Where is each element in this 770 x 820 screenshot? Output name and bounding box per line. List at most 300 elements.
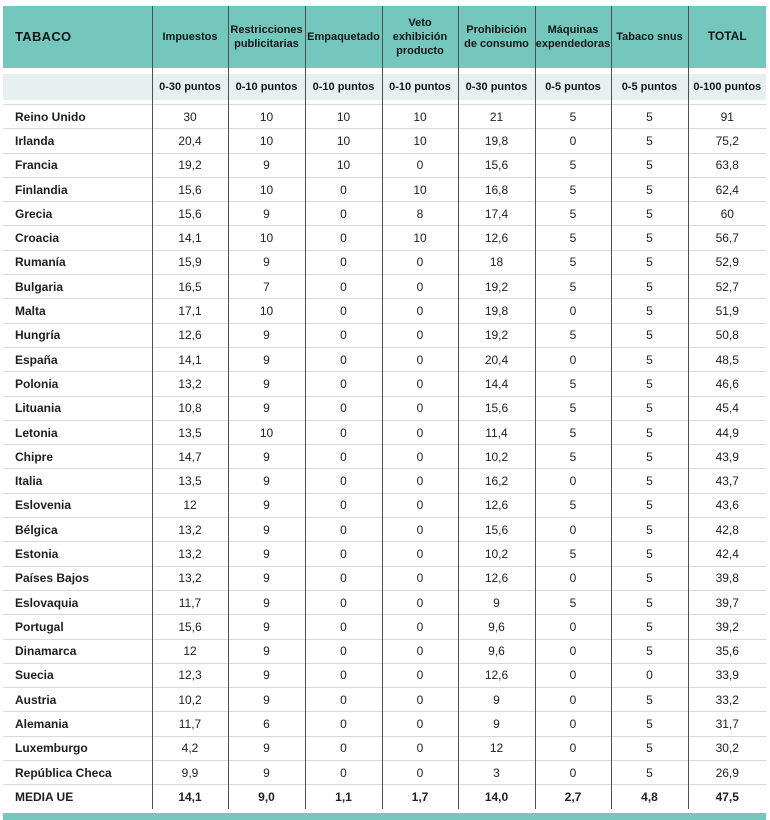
points-range-cell: 0-10 puntos xyxy=(228,74,305,100)
value-cell: 0 xyxy=(382,639,458,663)
value-cell: 0 xyxy=(382,712,458,736)
table-row xyxy=(3,469,766,493)
value-cell: 43,6 xyxy=(688,493,766,517)
value-cell: 0 xyxy=(382,153,458,177)
value-cell: 0 xyxy=(305,761,382,785)
value-cell: 9 xyxy=(228,590,305,614)
value-cell: 0 xyxy=(305,372,382,396)
value-cell: 5 xyxy=(611,542,688,566)
table-title: TABACO xyxy=(3,6,152,68)
value-cell: 5 xyxy=(611,688,688,712)
table-row xyxy=(3,129,766,153)
table-row xyxy=(3,275,766,299)
value-cell: 35,6 xyxy=(688,639,766,663)
value-cell: 91 xyxy=(688,105,766,129)
value-cell: 5 xyxy=(535,445,611,469)
table-body xyxy=(3,105,766,809)
value-cell: 5 xyxy=(535,590,611,614)
value-cell: 9 xyxy=(228,639,305,663)
value-cell: 15,6 xyxy=(458,153,535,177)
value-cell: 0 xyxy=(535,712,611,736)
value-cell: 0 xyxy=(305,445,382,469)
value-cell: 4,2 xyxy=(152,736,228,760)
value-cell: 0 xyxy=(382,663,458,687)
value-cell: 0 xyxy=(305,615,382,639)
country-cell: Países Bajos xyxy=(3,566,152,590)
value-cell: 9 xyxy=(228,250,305,274)
column-header: Impuestos xyxy=(152,6,228,68)
country-cell: Dinamarca xyxy=(3,639,152,663)
value-cell: 10,2 xyxy=(458,445,535,469)
value-cell: 16,5 xyxy=(152,275,228,299)
value-cell: 5 xyxy=(535,105,611,129)
table-row xyxy=(3,226,766,250)
points-range-cell: 0-10 puntos xyxy=(305,74,382,100)
value-cell: 9 xyxy=(228,347,305,371)
footer-row xyxy=(3,785,766,809)
column-header: Veto exhibición producto xyxy=(382,6,458,68)
value-cell: 15,6 xyxy=(458,518,535,542)
value-cell: 21 xyxy=(458,105,535,129)
value-cell: 0 xyxy=(305,323,382,347)
value-cell: 0 xyxy=(382,299,458,323)
value-cell: 5 xyxy=(535,493,611,517)
points-range-cell: 0-30 puntos xyxy=(152,74,228,100)
value-cell: 0 xyxy=(382,323,458,347)
value-cell: 5 xyxy=(611,129,688,153)
value-cell: 10 xyxy=(228,226,305,250)
table-row xyxy=(3,202,766,226)
value-cell: 0 xyxy=(535,615,611,639)
value-cell: 10 xyxy=(305,105,382,129)
value-cell: 15,6 xyxy=(152,615,228,639)
value-cell: 0 xyxy=(305,396,382,420)
value-cell: 9 xyxy=(228,323,305,347)
points-range-cell: 0-5 puntos xyxy=(611,74,688,100)
value-cell: 5 xyxy=(535,396,611,420)
table-row xyxy=(3,736,766,760)
value-cell: 15,6 xyxy=(152,177,228,201)
value-cell: 5 xyxy=(611,493,688,517)
table-row xyxy=(3,323,766,347)
value-cell: 0 xyxy=(382,518,458,542)
table-row xyxy=(3,663,766,687)
table-row xyxy=(3,615,766,639)
table-row xyxy=(3,639,766,663)
value-cell: 5 xyxy=(611,250,688,274)
column-header: Restricciones publicitarias xyxy=(228,6,305,68)
value-cell: 5 xyxy=(611,323,688,347)
value-cell: 52,9 xyxy=(688,250,766,274)
value-cell: 0 xyxy=(305,250,382,274)
value-cell: 5 xyxy=(535,420,611,444)
value-cell: 5 xyxy=(611,372,688,396)
value-cell: 12 xyxy=(152,639,228,663)
table-row xyxy=(3,396,766,420)
value-cell: 5 xyxy=(611,202,688,226)
value-cell: 10 xyxy=(305,153,382,177)
value-cell: 5 xyxy=(611,761,688,785)
value-cell: 9 xyxy=(458,688,535,712)
value-cell: 5 xyxy=(611,299,688,323)
value-cell: 0 xyxy=(611,663,688,687)
value-cell: 5 xyxy=(611,615,688,639)
value-cell: 0 xyxy=(305,420,382,444)
points-range-cell: 0-100 puntos xyxy=(688,74,766,100)
value-cell: 30 xyxy=(152,105,228,129)
value-cell: 42,4 xyxy=(688,542,766,566)
value-cell: 10,2 xyxy=(458,542,535,566)
value-cell: 0 xyxy=(305,469,382,493)
country-cell: Eslovaquia xyxy=(3,590,152,614)
footer-value-cell: 1,1 xyxy=(305,785,382,809)
country-cell: Rumanía xyxy=(3,250,152,274)
value-cell: 9 xyxy=(458,590,535,614)
value-cell: 0 xyxy=(305,275,382,299)
value-cell: 0 xyxy=(305,688,382,712)
value-cell: 17,4 xyxy=(458,202,535,226)
country-cell: República Checa xyxy=(3,761,152,785)
table-row xyxy=(3,250,766,274)
column-header: TOTAL xyxy=(688,6,766,68)
value-cell: 0 xyxy=(535,347,611,371)
bottom-teal-bar xyxy=(3,813,766,820)
value-cell: 13,2 xyxy=(152,542,228,566)
column-header: Tabaco snus xyxy=(611,6,688,68)
value-cell: 5 xyxy=(535,275,611,299)
value-cell: 12,3 xyxy=(152,663,228,687)
value-cell: 9 xyxy=(228,153,305,177)
value-cell: 10,2 xyxy=(152,688,228,712)
country-cell: España xyxy=(3,347,152,371)
country-cell: Luxemburgo xyxy=(3,736,152,760)
value-cell: 10 xyxy=(305,129,382,153)
points-range-cell: 0-30 puntos xyxy=(458,74,535,100)
country-cell: Bélgica xyxy=(3,518,152,542)
table-row xyxy=(3,761,766,785)
value-cell: 50,8 xyxy=(688,323,766,347)
value-cell: 33,9 xyxy=(688,663,766,687)
value-cell: 5 xyxy=(611,347,688,371)
value-cell: 11,7 xyxy=(152,590,228,614)
value-cell: 5 xyxy=(535,372,611,396)
value-cell: 9 xyxy=(228,445,305,469)
value-cell: 15,9 xyxy=(152,250,228,274)
table-row xyxy=(3,518,766,542)
value-cell: 5 xyxy=(535,153,611,177)
country-cell: Irlanda xyxy=(3,129,152,153)
value-cell: 39,8 xyxy=(688,566,766,590)
value-cell: 60 xyxy=(688,202,766,226)
value-cell: 0 xyxy=(305,639,382,663)
value-cell: 20,4 xyxy=(458,347,535,371)
value-cell: 13,5 xyxy=(152,420,228,444)
table-row xyxy=(3,445,766,469)
value-cell: 16,8 xyxy=(458,177,535,201)
value-cell: 9 xyxy=(228,566,305,590)
points-range-row xyxy=(3,74,766,100)
value-cell: 10 xyxy=(228,129,305,153)
table-row xyxy=(3,542,766,566)
value-cell: 10 xyxy=(228,299,305,323)
value-cell: 13,2 xyxy=(152,518,228,542)
table-row xyxy=(3,420,766,444)
value-cell: 31,7 xyxy=(688,712,766,736)
value-cell: 12,6 xyxy=(458,663,535,687)
value-cell: 5 xyxy=(611,420,688,444)
value-cell: 0 xyxy=(305,590,382,614)
country-cell: Lituania xyxy=(3,396,152,420)
country-cell: Suecia xyxy=(3,663,152,687)
country-cell: Finlandia xyxy=(3,177,152,201)
value-cell: 0 xyxy=(382,275,458,299)
value-cell: 18 xyxy=(458,250,535,274)
value-cell: 0 xyxy=(382,615,458,639)
value-cell: 5 xyxy=(535,250,611,274)
value-cell: 12,6 xyxy=(152,323,228,347)
value-cell: 9,9 xyxy=(152,761,228,785)
value-cell: 5 xyxy=(535,542,611,566)
country-cell: Malta xyxy=(3,299,152,323)
value-cell: 9 xyxy=(228,202,305,226)
value-cell: 9 xyxy=(228,396,305,420)
country-cell: Portugal xyxy=(3,615,152,639)
value-cell: 9 xyxy=(228,663,305,687)
value-cell: 12,6 xyxy=(458,566,535,590)
table-row xyxy=(3,299,766,323)
value-cell: 5 xyxy=(535,177,611,201)
value-cell: 39,7 xyxy=(688,590,766,614)
value-cell: 10,8 xyxy=(152,396,228,420)
table-row xyxy=(3,590,766,614)
value-cell: 0 xyxy=(382,469,458,493)
footer-value-cell: 14,1 xyxy=(152,785,228,809)
value-cell: 5 xyxy=(611,275,688,299)
value-cell: 0 xyxy=(305,736,382,760)
value-cell: 0 xyxy=(305,202,382,226)
value-cell: 5 xyxy=(535,202,611,226)
value-cell: 10 xyxy=(228,105,305,129)
country-cell: Chipre xyxy=(3,445,152,469)
value-cell: 14,7 xyxy=(152,445,228,469)
value-cell: 0 xyxy=(382,590,458,614)
value-cell: 0 xyxy=(535,639,611,663)
value-cell: 15,6 xyxy=(152,202,228,226)
value-cell: 5 xyxy=(535,226,611,250)
footer-value-cell: 9,0 xyxy=(228,785,305,809)
value-cell: 5 xyxy=(611,153,688,177)
country-cell: Alemania xyxy=(3,712,152,736)
value-cell: 9,6 xyxy=(458,615,535,639)
value-cell: 0 xyxy=(535,663,611,687)
value-cell: 5 xyxy=(611,226,688,250)
value-cell: 10 xyxy=(382,177,458,201)
value-cell: 12 xyxy=(152,493,228,517)
value-cell: 0 xyxy=(535,566,611,590)
value-cell: 12,6 xyxy=(458,226,535,250)
value-cell: 5 xyxy=(611,105,688,129)
country-cell: Letonia xyxy=(3,420,152,444)
value-cell: 5 xyxy=(611,590,688,614)
subheader-empty-cell xyxy=(3,74,152,100)
table-row xyxy=(3,493,766,517)
value-cell: 42,8 xyxy=(688,518,766,542)
value-cell: 0 xyxy=(382,250,458,274)
value-cell: 9 xyxy=(228,493,305,517)
tobacco-score-table xyxy=(3,6,766,809)
value-cell: 0 xyxy=(382,688,458,712)
points-range-cell: 0-5 puntos xyxy=(535,74,611,100)
value-cell: 0 xyxy=(305,299,382,323)
value-cell: 6 xyxy=(228,712,305,736)
value-cell: 12,6 xyxy=(458,493,535,517)
value-cell: 0 xyxy=(382,761,458,785)
footer-value-cell: 47,5 xyxy=(688,785,766,809)
header-row xyxy=(3,6,766,68)
column-header: Empaquetado xyxy=(305,6,382,68)
value-cell: 5 xyxy=(611,396,688,420)
value-cell: 0 xyxy=(382,347,458,371)
value-cell: 0 xyxy=(305,177,382,201)
country-cell: Francia xyxy=(3,153,152,177)
value-cell: 0 xyxy=(305,663,382,687)
value-cell: 7 xyxy=(228,275,305,299)
value-cell: 16,2 xyxy=(458,469,535,493)
value-cell: 5 xyxy=(611,518,688,542)
value-cell: 33,2 xyxy=(688,688,766,712)
value-cell: 15,6 xyxy=(458,396,535,420)
value-cell: 45,4 xyxy=(688,396,766,420)
value-cell: 13,2 xyxy=(152,566,228,590)
value-cell: 0 xyxy=(305,226,382,250)
value-cell: 0 xyxy=(382,493,458,517)
table-row xyxy=(3,712,766,736)
country-cell: Austria xyxy=(3,688,152,712)
value-cell: 0 xyxy=(535,518,611,542)
value-cell: 43,9 xyxy=(688,445,766,469)
table-row xyxy=(3,347,766,371)
value-cell: 10 xyxy=(228,177,305,201)
value-cell: 75,2 xyxy=(688,129,766,153)
value-cell: 19,2 xyxy=(458,323,535,347)
value-cell: 10 xyxy=(382,105,458,129)
value-cell: 10 xyxy=(382,226,458,250)
value-cell: 0 xyxy=(305,566,382,590)
value-cell: 9 xyxy=(228,372,305,396)
country-cell: Eslovenia xyxy=(3,493,152,517)
value-cell: 5 xyxy=(611,566,688,590)
value-cell: 52,7 xyxy=(688,275,766,299)
value-cell: 19,2 xyxy=(152,153,228,177)
value-cell: 0 xyxy=(535,469,611,493)
value-cell: 44,9 xyxy=(688,420,766,444)
value-cell: 30,2 xyxy=(688,736,766,760)
value-cell: 9 xyxy=(228,736,305,760)
value-cell: 10 xyxy=(382,129,458,153)
country-cell: Hungría xyxy=(3,323,152,347)
value-cell: 0 xyxy=(535,736,611,760)
value-cell: 3 xyxy=(458,761,535,785)
table-row xyxy=(3,177,766,201)
value-cell: 0 xyxy=(535,299,611,323)
value-cell: 63,8 xyxy=(688,153,766,177)
value-cell: 0 xyxy=(535,129,611,153)
value-cell: 11,7 xyxy=(152,712,228,736)
value-cell: 20,4 xyxy=(152,129,228,153)
country-cell: Croacia xyxy=(3,226,152,250)
value-cell: 51,9 xyxy=(688,299,766,323)
value-cell: 26,9 xyxy=(688,761,766,785)
value-cell: 39,2 xyxy=(688,615,766,639)
value-cell: 9 xyxy=(228,688,305,712)
value-cell: 0 xyxy=(382,542,458,566)
footer-value-cell: 1,7 xyxy=(382,785,458,809)
value-cell: 19,8 xyxy=(458,129,535,153)
country-cell: Bulgaria xyxy=(3,275,152,299)
value-cell: 10 xyxy=(228,420,305,444)
value-cell: 5 xyxy=(611,639,688,663)
value-cell: 62,4 xyxy=(688,177,766,201)
value-cell: 5 xyxy=(611,445,688,469)
value-cell: 14,1 xyxy=(152,347,228,371)
value-cell: 5 xyxy=(611,736,688,760)
value-cell: 13,5 xyxy=(152,469,228,493)
footer-value-cell: 2,7 xyxy=(535,785,611,809)
table-row xyxy=(3,688,766,712)
value-cell: 9 xyxy=(228,615,305,639)
table-row xyxy=(3,372,766,396)
value-cell: 5 xyxy=(611,712,688,736)
footer-value-cell: 14,0 xyxy=(458,785,535,809)
value-cell: 46,6 xyxy=(688,372,766,396)
value-cell: 11,4 xyxy=(458,420,535,444)
footer-value-cell: 4,8 xyxy=(611,785,688,809)
value-cell: 5 xyxy=(611,177,688,201)
value-cell: 14,1 xyxy=(152,226,228,250)
value-cell: 5 xyxy=(611,469,688,493)
table-row xyxy=(3,566,766,590)
country-cell: Italia xyxy=(3,469,152,493)
value-cell: 43,7 xyxy=(688,469,766,493)
value-cell: 9 xyxy=(458,712,535,736)
value-cell: 19,2 xyxy=(458,275,535,299)
value-cell: 9,6 xyxy=(458,639,535,663)
value-cell: 9 xyxy=(228,542,305,566)
value-cell: 0 xyxy=(382,372,458,396)
value-cell: 0 xyxy=(382,566,458,590)
value-cell: 19,8 xyxy=(458,299,535,323)
value-cell: 0 xyxy=(305,493,382,517)
country-cell: Grecia xyxy=(3,202,152,226)
country-cell: Estonia xyxy=(3,542,152,566)
value-cell: 17,1 xyxy=(152,299,228,323)
value-cell: 0 xyxy=(382,396,458,420)
table-row xyxy=(3,105,766,129)
country-cell: Reino Unido xyxy=(3,105,152,129)
value-cell: 0 xyxy=(305,518,382,542)
value-cell: 0 xyxy=(305,712,382,736)
value-cell: 9 xyxy=(228,761,305,785)
country-cell: Polonia xyxy=(3,372,152,396)
value-cell: 5 xyxy=(535,323,611,347)
value-cell: 0 xyxy=(305,347,382,371)
value-cell: 0 xyxy=(535,688,611,712)
column-header: Prohibición de consumo xyxy=(458,6,535,68)
value-cell: 0 xyxy=(535,761,611,785)
value-cell: 14,4 xyxy=(458,372,535,396)
points-range-cell: 0-10 puntos xyxy=(382,74,458,100)
value-cell: 12 xyxy=(458,736,535,760)
